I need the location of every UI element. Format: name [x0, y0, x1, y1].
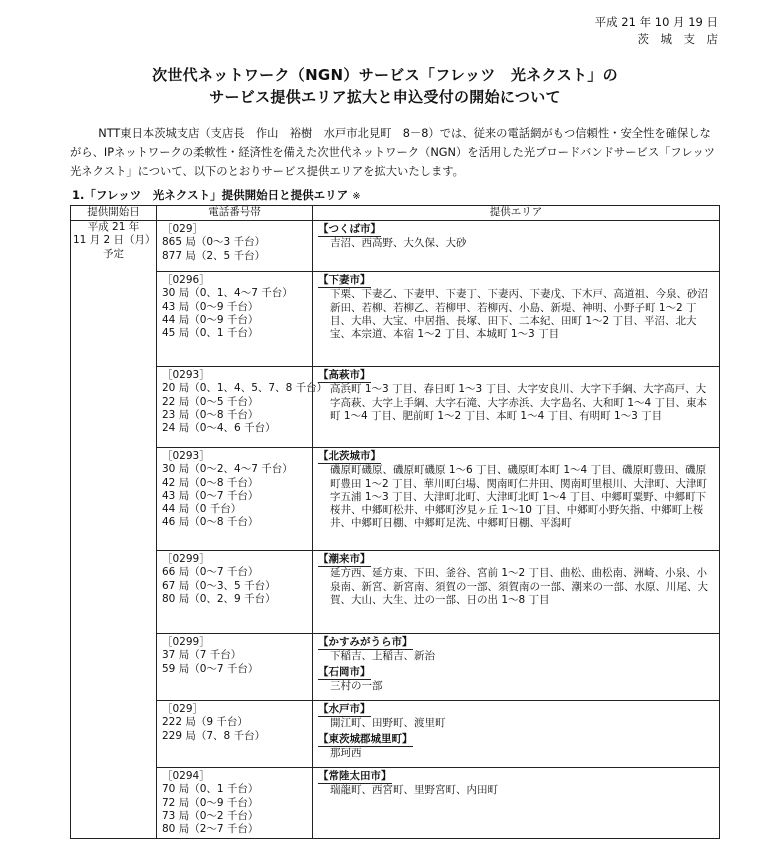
start-date-day: 11 月 2 日（月） — [73, 234, 156, 247]
service-area-cell — [313, 367, 720, 448]
service-area-table — [70, 205, 720, 839]
title-line-1: 次世代ネットワーク（NGN）サービス「フレッツ 光ネクスト」の — [152, 66, 618, 84]
area-code: ［029］ — [162, 703, 204, 715]
start-date-status: 予定 — [103, 247, 124, 260]
exchange-line: 865 局（0～3 千台） — [162, 236, 266, 249]
phone-range-cell — [157, 634, 313, 701]
table-row — [71, 448, 720, 551]
table-row — [71, 701, 720, 768]
table-row — [71, 768, 720, 839]
phone-range-cell — [157, 367, 328, 448]
region-name: 【石岡市】 — [318, 666, 371, 680]
region-localities: 下稲吉、上稲吉、新治 — [330, 650, 435, 663]
region-block — [318, 223, 715, 251]
exchange-line: 20 局（0、1、4、5、7、8 千台） — [162, 382, 328, 395]
area-code: ［0296］ — [162, 274, 210, 286]
intro-paragraph: NTT東日本茨城支店（支店長 作山 裕樹 水戸市北見町 8－8）では、従来の電話網がもつ信頼性・安全性を確保しながら、IPネットワークの柔軟性・経済性を備えた次世代ネットワーク（NGN）を活用した光ブロードバンドサービス「フレッツ 光ネクスト」について、以下のとおりサービス提供エリアを拡大いたします。 — [70, 127, 727, 178]
phone-range-cell — [157, 448, 313, 551]
exchange-line: 46 局（0～8 千台） — [162, 516, 259, 529]
header-phone-range: 電話番号帯 — [157, 206, 313, 221]
region-localities: 延方西、延方東、下田、釜谷、宮前 1～2 丁目、曲松、曲松南、洲崎、小泉、小泉南、新宮、新宮南、須賀の一部、須賀南の一部、潮来の一部、水原、川尾、大賀、大山、大生、辻の一部、日の出 1～8 丁目 — [330, 567, 708, 606]
area-code: ［0293］ — [162, 450, 210, 462]
exchange-line: 43 局（0～9 千台） — [162, 300, 259, 313]
region-name: 【水戸市】 — [318, 703, 371, 717]
exchange-line: 43 局（0～7 千台） — [162, 489, 259, 502]
exchange-line: 30 局（0～2、4～7 千台） — [162, 463, 293, 476]
service-area-cell — [313, 272, 720, 367]
service-area-cell — [313, 551, 720, 634]
region-name: 【下妻市】 — [318, 274, 371, 288]
table-row — [71, 551, 720, 634]
region-name: 【東茨城郡城里町】 — [318, 733, 413, 747]
exchange-line: 42 局（0～8 千台） — [162, 476, 259, 489]
phone-range-cell — [157, 768, 313, 839]
phone-range-cell — [157, 221, 313, 272]
region-block — [318, 369, 715, 423]
exchange-line: 80 局（2～7 千台） — [162, 823, 259, 836]
table-row — [71, 221, 720, 272]
header-start-date: 提供開始日 — [71, 206, 157, 221]
table-row — [71, 367, 720, 448]
exchange-line: 73 局（0～2 千台） — [162, 809, 259, 822]
exchange-line: 59 局（0～7 千台） — [162, 662, 259, 675]
region-block — [318, 553, 715, 607]
service-area-cell — [313, 448, 720, 551]
region-block — [318, 450, 715, 531]
area-code: ［0294］ — [162, 770, 210, 782]
header-service-area: 提供エリア — [313, 206, 720, 221]
service-area-cell — [313, 634, 720, 701]
exchange-line: 229 局（7、8 千台） — [162, 729, 266, 742]
region-name: 【つくば市】 — [318, 223, 381, 237]
region-name: 【かすみがうら市】 — [318, 636, 413, 650]
area-code: ［0299］ — [162, 553, 210, 565]
section-title: 1.「フレッツ 光ネクスト」提供開始日と提供エリア — [72, 188, 349, 202]
table-row — [71, 634, 720, 701]
exchange-line: 22 局（0～5 千台） — [162, 395, 259, 408]
title-line-2: サービス提供エリア拡大と申込受付の開始について — [209, 88, 561, 106]
region-block — [318, 770, 715, 798]
exchange-line: 67 局（0～3、5 千台） — [162, 579, 276, 592]
area-code: ［0299］ — [162, 636, 210, 648]
exchange-line: 30 局（0、1、4～7 千台） — [162, 287, 293, 300]
region-localities: 三村の一部 — [330, 679, 383, 692]
exchange-line: 24 局（0～4、6 千台） — [162, 422, 276, 435]
issuing-office: 茨 城 支 店 — [637, 32, 718, 46]
region-block — [318, 703, 715, 731]
region-localities: 開江町、田野町、渡里町 — [330, 717, 446, 730]
region-localities: 下栗、下妻乙、下妻甲、下妻丁、下妻丙、下妻戊、下木戸、高道祖、今泉、砂沼新田、若柳、若柳乙、若柳甲、若柳丙、小島、新堤、神明、小野子町 1～2 丁目、大串、大宝、中居指、長塚、田下、二本紀、田町 1～2 丁目、平沼、北大宝、本宗道、本宿 1～2 丁目、本城町 1～3 丁目 — [330, 288, 708, 341]
region-name: 【北茨城市】 — [318, 450, 381, 464]
exchange-line: 66 局（0～7 千台） — [162, 566, 259, 579]
region-name: 【潮来市】 — [318, 553, 371, 567]
start-date-year: 平成 21 年 — [87, 221, 140, 233]
region-name: 【常陸太田市】 — [318, 770, 392, 784]
region-localities: 磯原町磯原、磯原町磯原 1～6 丁目、磯原町本町 1～4 丁目、磯原町豊田、磯原町豊田 1～2 丁目、華川町臼場、関南町仁井田、関南町里根川、大津町、大津町字五浦 1～3 丁目、大津町北町、大津町北町 1～4 丁目、中郷町粟野、中郷町下桜井、中郷町松井、中郷町汐見ヶ丘 1～10 丁目、中郷町小野矢指、中郷町上桜井、中郷町日棚、中郷町足洗、中郷町日棚、平潟町 — [330, 464, 708, 530]
area-code: ［0293］ — [162, 369, 210, 381]
service-area-cell — [313, 768, 720, 839]
exchange-line: 80 局（0、2、9 千台） — [162, 592, 276, 605]
exchange-line: 44 局（0 千台） — [162, 503, 242, 516]
section-heading — [72, 187, 361, 203]
region-block — [318, 666, 715, 694]
exchange-line: 877 局（2、5 千台） — [162, 249, 266, 262]
exchange-line: 70 局（0、1 千台） — [162, 783, 259, 796]
exchange-line: 44 局（0～9 千台） — [162, 313, 259, 326]
issue-date: 平成 21 年 10 月 19 日 — [594, 15, 718, 29]
service-area-cell — [313, 701, 720, 768]
exchange-line: 72 局（0～9 千台） — [162, 796, 259, 809]
start-date-cell — [71, 221, 157, 839]
region-localities: 吉沼、西高野、大久保、大砂 — [330, 237, 467, 250]
table-header-row — [71, 206, 720, 221]
service-area-cell — [313, 221, 720, 272]
exchange-line: 37 局（7 千台） — [162, 649, 242, 662]
region-name: 【高萩市】 — [318, 369, 371, 383]
region-localities: 高浜町 1～3 丁目、春日町 1～3 丁目、大字安良川、大字下手綱、大字高戸、大字高萩、大字上手綱、大字石滝、大字赤浜、大字島名、大和町 1～4 丁目、東本町 1～4 丁目、肥前町 1～2 丁目、本町 1～4 丁目、有明町 1～3 丁目 — [330, 383, 708, 422]
region-block — [318, 636, 715, 664]
region-localities: 那珂西 — [330, 746, 362, 759]
phone-range-cell — [157, 551, 313, 634]
region-block — [318, 274, 715, 341]
document-title — [0, 64, 770, 108]
phone-range-cell — [157, 272, 313, 367]
area-code: ［029］ — [162, 223, 204, 235]
exchange-line: 23 局（0～8 千台） — [162, 408, 259, 421]
table-row — [71, 272, 720, 367]
phone-range-cell — [157, 701, 313, 768]
region-localities: 瑞龍町、西宮町、里野宮町、内田町 — [330, 784, 498, 797]
exchange-line: 222 局（9 千台） — [162, 716, 248, 729]
region-block — [318, 733, 715, 761]
exchange-line: 45 局（0、1 千台） — [162, 327, 259, 340]
document-header — [595, 14, 718, 48]
section-note-mark: ※ — [352, 191, 361, 202]
